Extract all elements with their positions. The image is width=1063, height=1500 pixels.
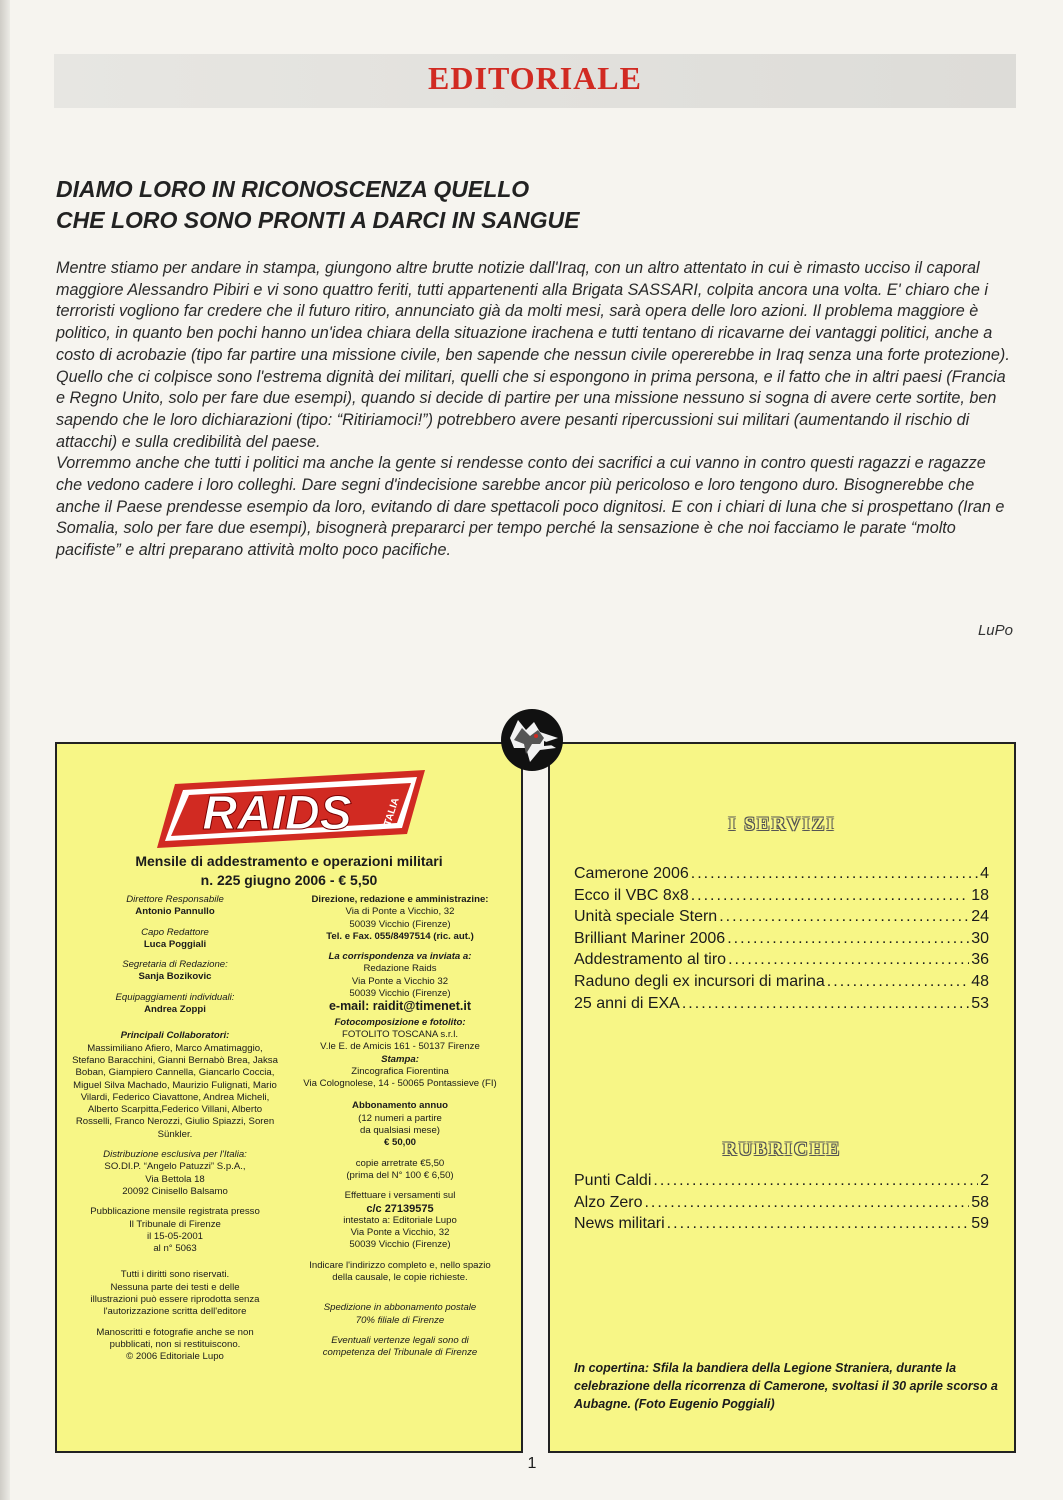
toc-entry[interactable]: News militari ..... 59 <box>574 1213 989 1235</box>
cover-caption: In copertina: Sfila la bandiera della Legione Straniera, durante la celebrazione della ricorrenza di Camerone, svoltasi il 30 aprile scorso a Aubagne. (Foto Eugenio Poggiali) <box>574 1361 998 1411</box>
columns-title: RUBRICHE <box>722 1139 842 1160</box>
toc-entry[interactable]: Camerone 2006 ..... 4 <box>574 863 989 885</box>
contents-panel <box>548 742 1016 1453</box>
staff-entry: Direttore Responsabile Antonio Pannullo <box>126 894 224 918</box>
magazine-description <box>57 852 521 890</box>
rights-notice: Tutti i diritti sono riservati. Nessuna parte dei testi e delle illustrazioni può essere riprodotta senza l'autorizzazione scritta dell'editore <box>90 1269 260 1318</box>
toc-entry[interactable]: Ecco il VBC 8x8 ..... 18 <box>574 885 989 907</box>
magazine-tagline: Mensile di addestramento e operazioni militari <box>135 853 443 869</box>
toc-entry[interactable]: Raduno degli ex incursori di marina ..... 48 <box>574 971 989 993</box>
columns-list <box>574 1170 989 1235</box>
issue-info: n. 225 giugno 2006 - € 5,50 <box>200 872 378 888</box>
editorial-paragraph: Vorremmo anche che tutti i politici ma anche la gente si rendesse conto dei sacrifici a cui vanno in contro questi ragazzi e ragazze che vedono cadere i loro colleghi. Dare segni d'indecisione sarebbe ancor più pericoloso e loro tengono duro. Bisognerebbe che anche il Paese prendesse esempio da loro, evitando di dare spettacoli poco dignitosi. E con i chiari di luna che si prospettano (Iran e Somalia, solo per fare due esempi), bisognerà prepararci per tempo perché la sensazione è che noi facciamo le parate “molto pacifiste” e altri preparano attività molto poco pacifiche. <box>56 454 1005 560</box>
headline-line-2: CHE LORO SONO PRONTI A DARCI IN SANGUE <box>56 207 580 233</box>
email-address: e-mail: raidit@timenet.it <box>328 999 472 1014</box>
shipping-info: Spedizione in abbonamento postale 70% filiale di Firenze <box>323 1302 477 1326</box>
toc-entry[interactable]: 25 anni di EXA ..... 53 <box>574 993 989 1015</box>
headline <box>56 174 956 236</box>
toc-entry[interactable]: Punti Caldi ..... 2 <box>574 1170 989 1192</box>
section-header <box>54 54 1016 108</box>
payment-info: Effettuare i versamenti sul c/c 27139575 intestato a: Editoriale Lupo Via Ponte a Vicchio, 32 50039 Vicchio (Firenze) <box>343 1190 457 1251</box>
raids-logo <box>153 768 428 850</box>
staff-entry: Equipaggiamenti individuali: Andrea Zoppi <box>115 991 235 1016</box>
direction-address: Direzione, redazione e amministrazine: Via di Ponte a Vicchio, 32 50039 Vicchio (Firenze) Tel. e Fax. 055/8497514 (ric. aut.) <box>311 894 489 942</box>
logo-text: RAIDS <box>202 787 352 840</box>
subscription-info: Abbonamento annuo (12 numeri a partire da qualsiasi mese) € 50,00 <box>352 1100 448 1149</box>
manuscripts-notice: Manoscritti e fotografie anche se non pubblicati, non si restituiscono. © 2006 Editoriale Lupo <box>96 1326 254 1363</box>
staff-entry: Segretaria di Redazione: Sanja Bozikovic <box>122 959 228 983</box>
headline-line-1: DIAMO LORO IN RICONOSCENZA QUELLO <box>56 176 530 202</box>
masthead-panel <box>55 742 523 1453</box>
binding-edge <box>0 0 10 1500</box>
editorial-paragraph: Quello che ci colpisce sono l'estrema dignità dei militari, quelli che si espongono in prima persona, e il fatto che in altri paesi (Francia e Regno Unito, solo per fare due esempi), quando si decide di partire per una missione nessuno si sogna di avere certe sortite, ben sapendo che le loro dichiarazioni (tipo: “Ritiriamoci!”) potrebbero avere pesanti ripercussioni sui militari (aumentando il rischio di attacchi) e sulla credibilità del paese. <box>56 367 1006 451</box>
prepress-info: Fotocomposizione e fotolito: FOTOLITO TOSCANA s.r.l. V.le E. de Amicis 161 - 50137 Firenze Stampa: Zincografica Fiorentina Via Colognolese, 14 - 50065 Pontassieve (FI) <box>303 1016 497 1090</box>
signature: LuPo <box>977 622 1013 639</box>
logo-subtext: ITALIA <box>381 796 402 830</box>
editorial-body <box>56 258 1016 562</box>
masthead-column-left <box>71 894 279 1372</box>
order-note: Indicare l'indirizzo completo e, nello spazio della causale, le copie richieste. <box>309 1259 491 1284</box>
toc-entry[interactable]: Addestramento al tiro ..... 36 <box>574 949 989 971</box>
toc-entry[interactable]: Brilliant Mariner 2006 ..... 30 <box>574 928 989 950</box>
back-issues: copie arretrate €5,50 (prima del N° 100 € 6,50) <box>346 1157 454 1181</box>
staff-entry: Capo Redattore Luca Poggiali <box>141 926 209 950</box>
wolf-logo-icon <box>500 708 564 772</box>
registration: Pubblicazione mensile registrata presso Il Tribunale di Firenze il 15-05-2001 al n° 5063 <box>90 1206 260 1255</box>
services-title: I SERVIZI <box>728 814 836 835</box>
toc-entry[interactable]: Alzo Zero ..... 58 <box>574 1192 989 1214</box>
correspondence-address: La corrispondenza va inviata a: Redazione Raids Via Ponte a Vicchio 32 50039 Vicchio (Firenze) e-mail: raidit@timenet.it <box>287 951 513 1012</box>
editorial-paragraph: Mentre stiamo per andare in stampa, giungono altre brutte notizie dall'Iraq, con un altro attentato in cui è rimasto ucciso il caporal maggiore Alessandro Pibiri e vi sono quattro feriti, tutti appartenenti alla Brigata SASSARI, colpita ancora una volta. E' chiaro che i terroristi vogliono far credere che il futuro ritiro, annunciato già da molti mesi, sarà opera delle loro azioni. Il problema maggiore è politico, in quanto ben pochi hanno un'idea chiara della situazione irachena e tutti tentano di ricavarne dei vantaggi politici, anche a costo di acrobazie (tipo far partire una missione civile, ben sapende che nessun civile opererebbe in Iraq senza una forte protezione). <box>56 259 1010 364</box>
toc-entry[interactable]: Unità speciale Stern ..... 24 <box>574 906 989 928</box>
collaborators: Principali Collaboratori: Massimiliano Afiero, Marco Amatimaggio, Stefano Baracchini, Gianni Bernabò Brea, Jaksa Boban, Giampiero Cannella, Giancarlo Coccia, Miguel Silva Machado, Maurizio Fulignati, Mario Vilardi, Federico Ciavattone, Andrea Micheli, Alberto Scarpitta,Federico Villani, Alberto Rosselli, Franco Nerozzi, Giulio Spiazzi, Soren Sünkler. <box>72 1030 278 1140</box>
distribution: Distribuzione esclusiva per l'Italia: SO.DI.P. “Angelo Patuzzi” S.p.A., Via Bettola 18 20092 Cinisello Balsamo <box>103 1149 247 1197</box>
section-title: EDITORIALE <box>428 60 642 96</box>
page-number: 1 <box>527 1455 537 1472</box>
services-list <box>574 863 989 1014</box>
legal-info: Eventuali vertenze legali sono di competenza del Tribunale di Firenze <box>322 1334 478 1359</box>
masthead-column-right <box>287 894 513 1368</box>
